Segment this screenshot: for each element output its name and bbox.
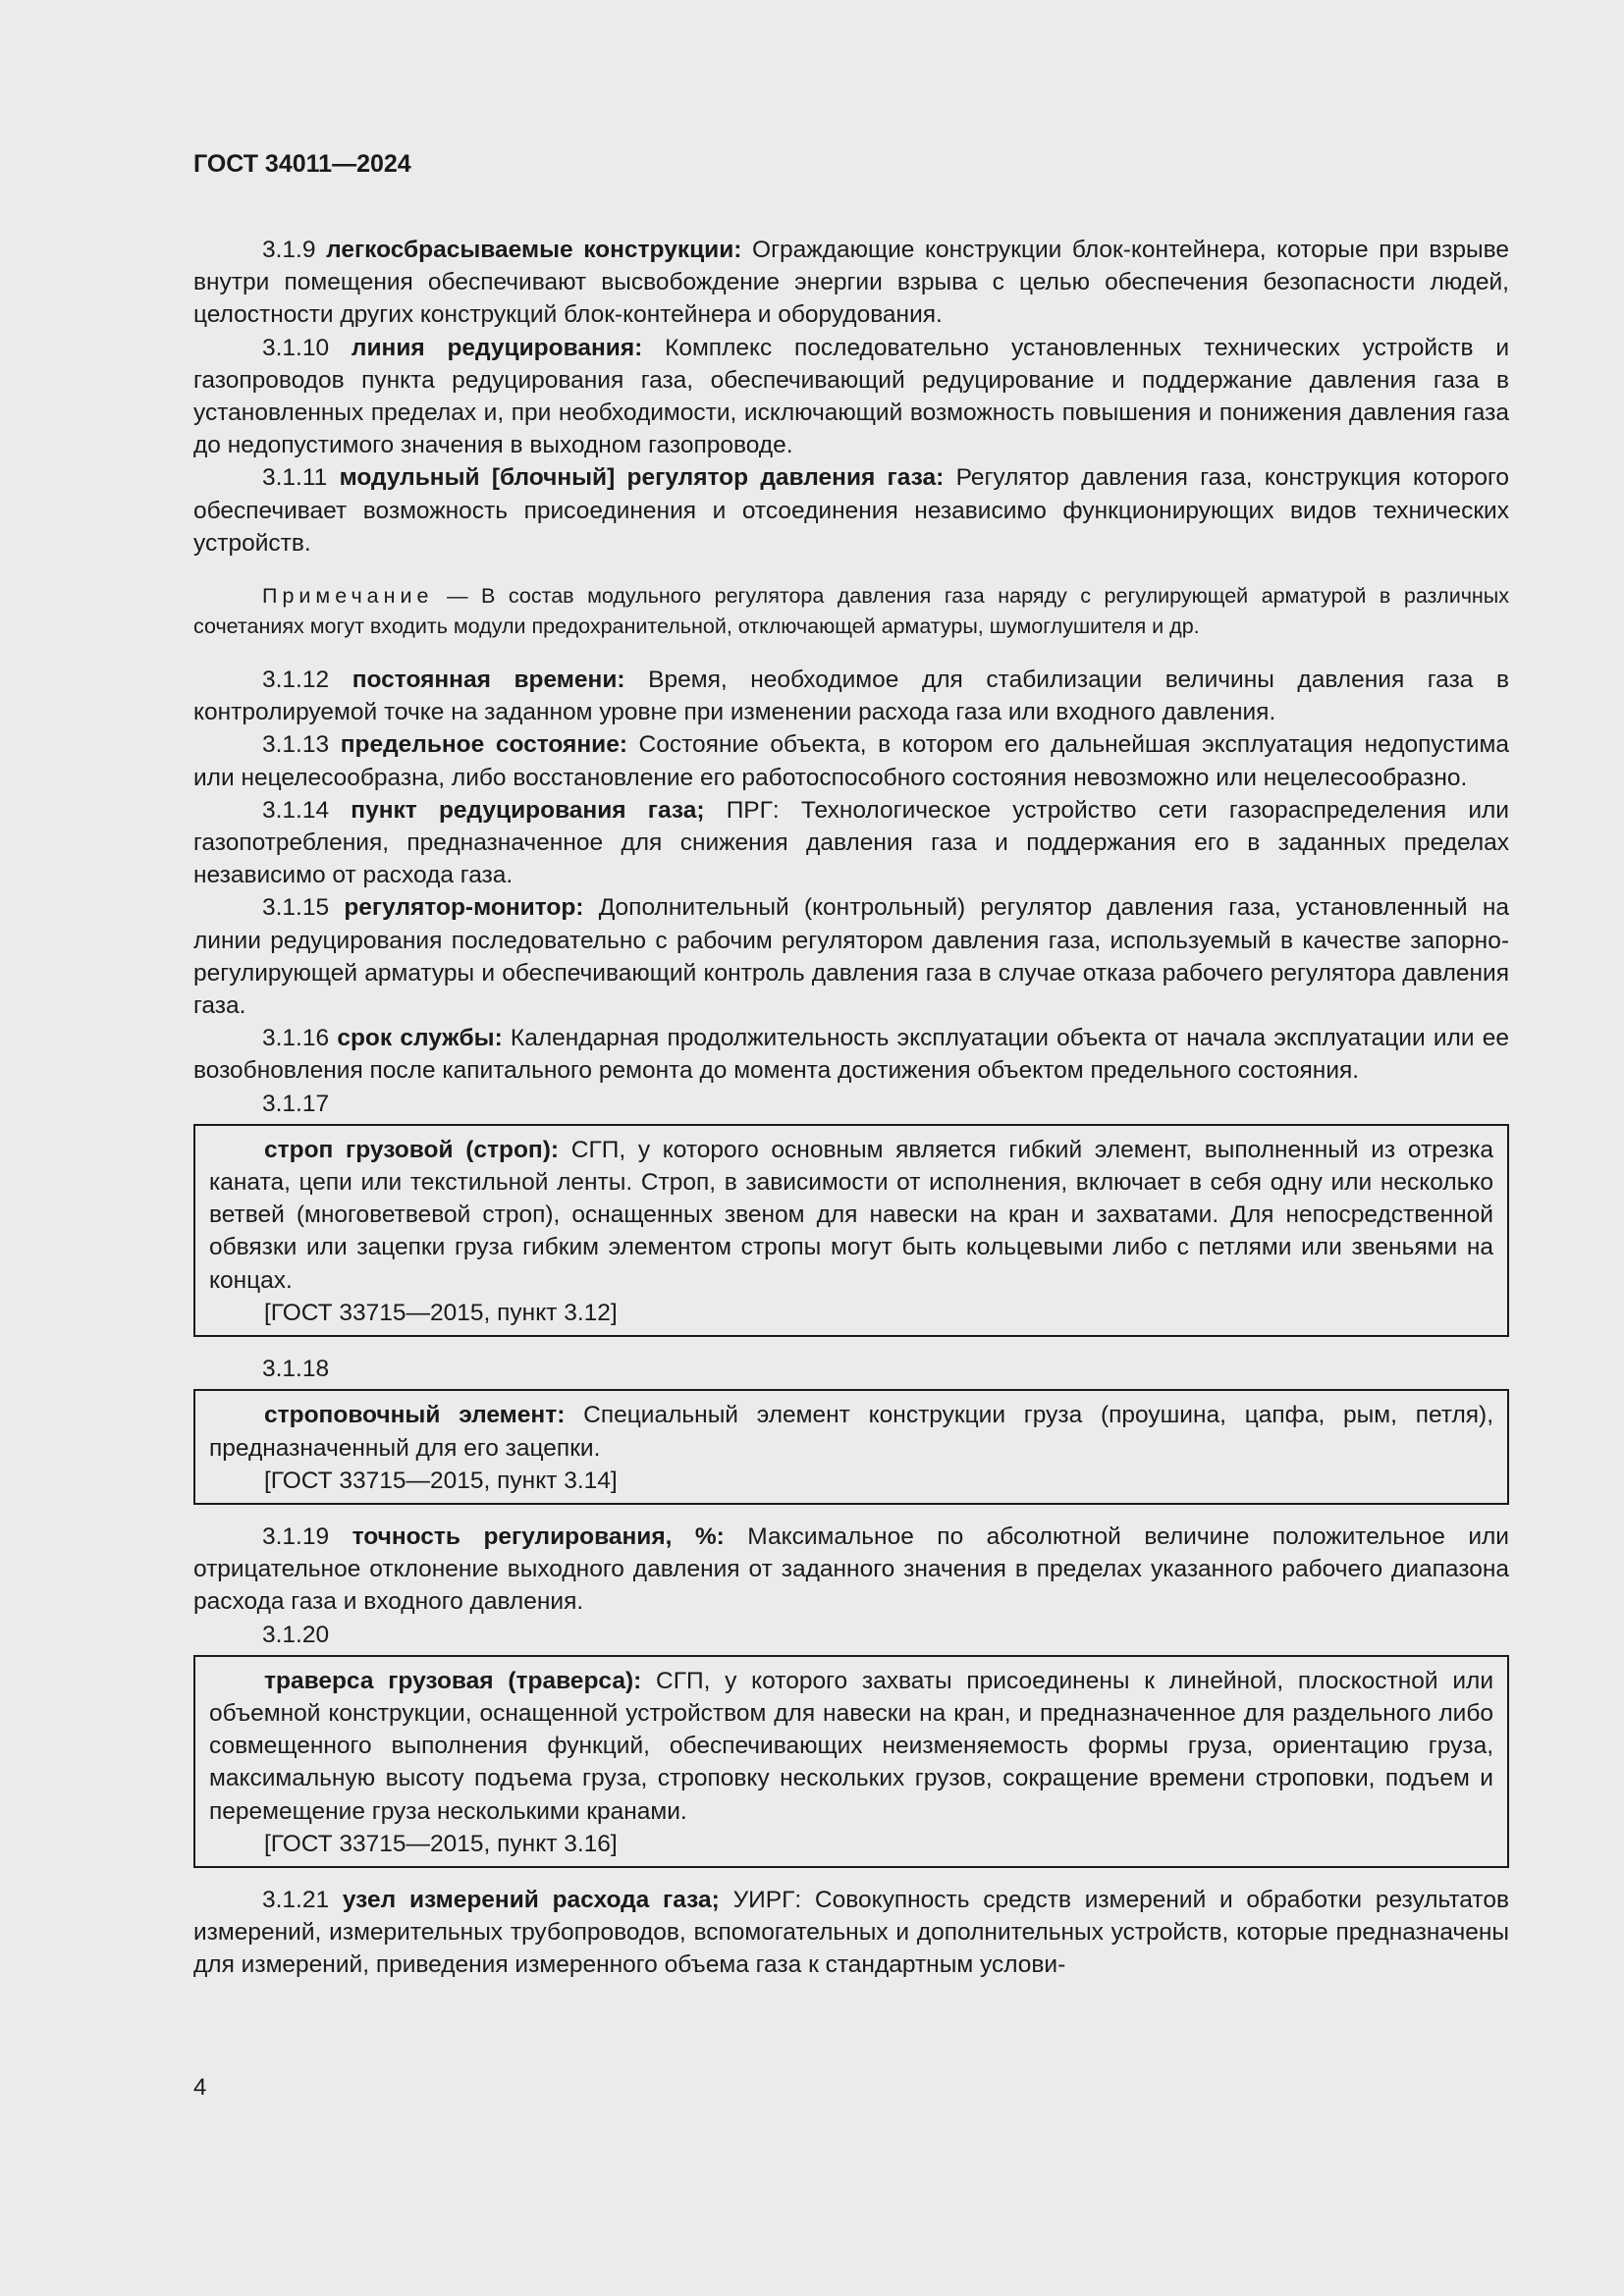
term: точность регулирования, %: [352,1522,725,1550]
boxed-definition [209,1399,1493,1464]
source-reference: [ГОСТ 33715—2015, пункт 3.16] [264,1830,618,1857]
term: регулятор-монитор: [344,894,584,922]
definition-box-3-1-18 [193,1389,1509,1505]
definition-text: СГП, у которого захваты присоединены к линейной, плоскостной или объемной конструкции, оснащенной устройством для навески на кран, и предназначенное для раздельного либо совмещенного выполнения функций, обеспечивающих неизменяемость формы груза, ориентацию груза, максимальную высоту подъема груза, строповку нескольких грузов, сокращение времени строповки, подъем и перемещение груза несколькими кранами. [209,1667,1493,1825]
term: постоянная времени: [352,667,625,694]
clause-number: 3.1.13 [262,731,341,759]
definition-text: Состояние объекта, в котором его дальнейшая эксплуатация недопустима или нецелесообразна, либо восстановление его работоспособного состояния невозможно или нецелесообразно. [193,731,1509,791]
page-number: 4 [193,2074,207,2101]
definition-3-1-11 [193,461,1509,560]
source-reference: [ГОСТ 33715—2015, пункт 3.14] [264,1467,618,1494]
boxed-definition [209,1134,1493,1297]
source-reference: [ГОСТ 33715—2015, пункт 3.12] [264,1299,618,1326]
clause-number: 3.1.19 [262,1522,352,1550]
clause-number: 3.1.14 [262,796,352,824]
term: траверса грузовая (траверса): [264,1667,642,1694]
term: линия редуцирования: [351,334,643,361]
definition-3-1-19 [193,1521,1509,1619]
definition-3-1-16 [193,1022,1509,1087]
note-text: — В состав модульного регулятора давления газа наряду с регулирующей арматурой в различных сочетаниях могут входить модули предохранительной, отключающей арматуры, шумоглушителя и др. [193,584,1509,639]
clause-number-3-1-17: 3.1.17 [262,1090,330,1117]
definition-3-1-13 [193,728,1509,793]
term: предельное состояние: [340,731,627,759]
clause-number: 3.1.21 [262,1886,343,1913]
definition-text: Календарная продолжительность эксплуатации объекта от начала эксплуатации или ее возобновления после капитального ремонта до момента достижения объектом предельного состояния. [193,1025,1509,1085]
document-header: ГОСТ 34011—2024 [193,150,411,178]
definition-text: Регулятор давления газа, конструкция которого обеспечивает возможность присоединения и отсоединения независимо функционирующих видов технических устройств. [193,464,1509,557]
boxed-definition [209,1665,1493,1828]
term: строповочный элемент: [264,1402,566,1429]
definition-box-3-1-20 [193,1655,1509,1868]
definition-text: Время, необходимое для стабилизации величины давления газа в контролируемой точке на заданном уровне при изменении расхода газа или входного давления. [193,667,1509,726]
clause-number-3-1-18: 3.1.18 [262,1356,330,1383]
definition-3-1-9 [193,234,1509,332]
term: строп грузовой (строп): [264,1136,560,1163]
definition-3-1-21 [193,1884,1509,1982]
definition-text: Специальный элемент конструкции груза (проушина, цапфа, рым, петля), предназначенный для его зацепки. [209,1402,1493,1462]
definition-box-3-1-17 [193,1124,1509,1337]
term: легкосбрасываемые конструкции: [326,237,742,263]
definition-text: Комплекс последовательно установленных технических устройств и газопроводов пункта редуцирования газа, обеспечивающий редуцирование и поддержание давления газа в установленных пределах и, при необходимости, исключающий возможность повышения и понижения давления газа до недопустимого значения в выходном газопроводе. [193,334,1509,459]
definition-3-1-14 [193,794,1509,892]
clause-number: 3.1.12 [262,667,352,694]
definition-text: СГП, у которого основным является гибкий элемент, выполненный из отрезка каната, цепи или текстильной ленты. Строп, в зависимости от исполнения, включает в себя одну или несколько ветвей (многоветвевой строп), оснащенных звеном для навески на кран и захватами. Для непосредственной обвязки или зацепки груза гибким элементом стропы могут быть кольцевыми либо с петлями или звеньями на концах. [209,1136,1493,1294]
clause-number: 3.1.16 [262,1025,338,1052]
note-label: Примечание [262,584,434,609]
definition-text: Ограждающие конструкции блок-контейнера, которые при взрыве внутри помещения обеспечивают высвобождение энергии взрыва с целью обеспечения безопасности людей, целостности других конструкций блок-контейнера и оборудования. [193,237,1509,329]
document-page [193,147,1509,1982]
clause-number: 3.1.15 [262,894,345,922]
definition-3-1-15 [193,891,1509,1022]
clause-number-3-1-20: 3.1.20 [262,1621,330,1648]
term: модульный [блочный] регулятор давления газа: [339,464,945,492]
clause-number: 3.1.9 [262,237,327,263]
clause-number: 3.1.11 [262,464,340,492]
definition-text: Дополнительный (контрольный) регулятор давления газа, установленный на линии редуцирования последовательно с рабочим регулятором давления газа, используемый в качестве запорно-регулирующей арматуры и обеспечивающий контроль давления газа в случае отказа рабочего регулятора давления газа. [193,894,1509,1020]
definition-text: УИРГ: Совокупность средств измерений и обработки результатов измерений, измерительных трубопроводов, вспомогательных и дополнительных устройств, которые предназначены для измерений, приведения измеренного объема газа к стандартным услови- [193,1886,1509,1979]
term: срок службы: [337,1025,503,1052]
note [193,581,1509,642]
clause-number: 3.1.10 [262,334,352,361]
definition-text: Максимальное по абсолютной величине положительное или отрицательное отклонение выходного давления от заданного значения в пределах указанного рабочего диапазона расхода газа и входного давления. [193,1522,1509,1616]
term: узел измерений расхода газа; [342,1886,720,1913]
term: пункт редуцирования газа; [351,796,705,824]
definition-3-1-10 [193,332,1509,462]
definition-3-1-12 [193,664,1509,728]
definition-text: ПРГ: Технологическое устройство сети газораспределения или газопотребления, предназначенное для снижения давления газа и поддержания его в заданных пределах независимо от расхода газа. [193,796,1509,889]
